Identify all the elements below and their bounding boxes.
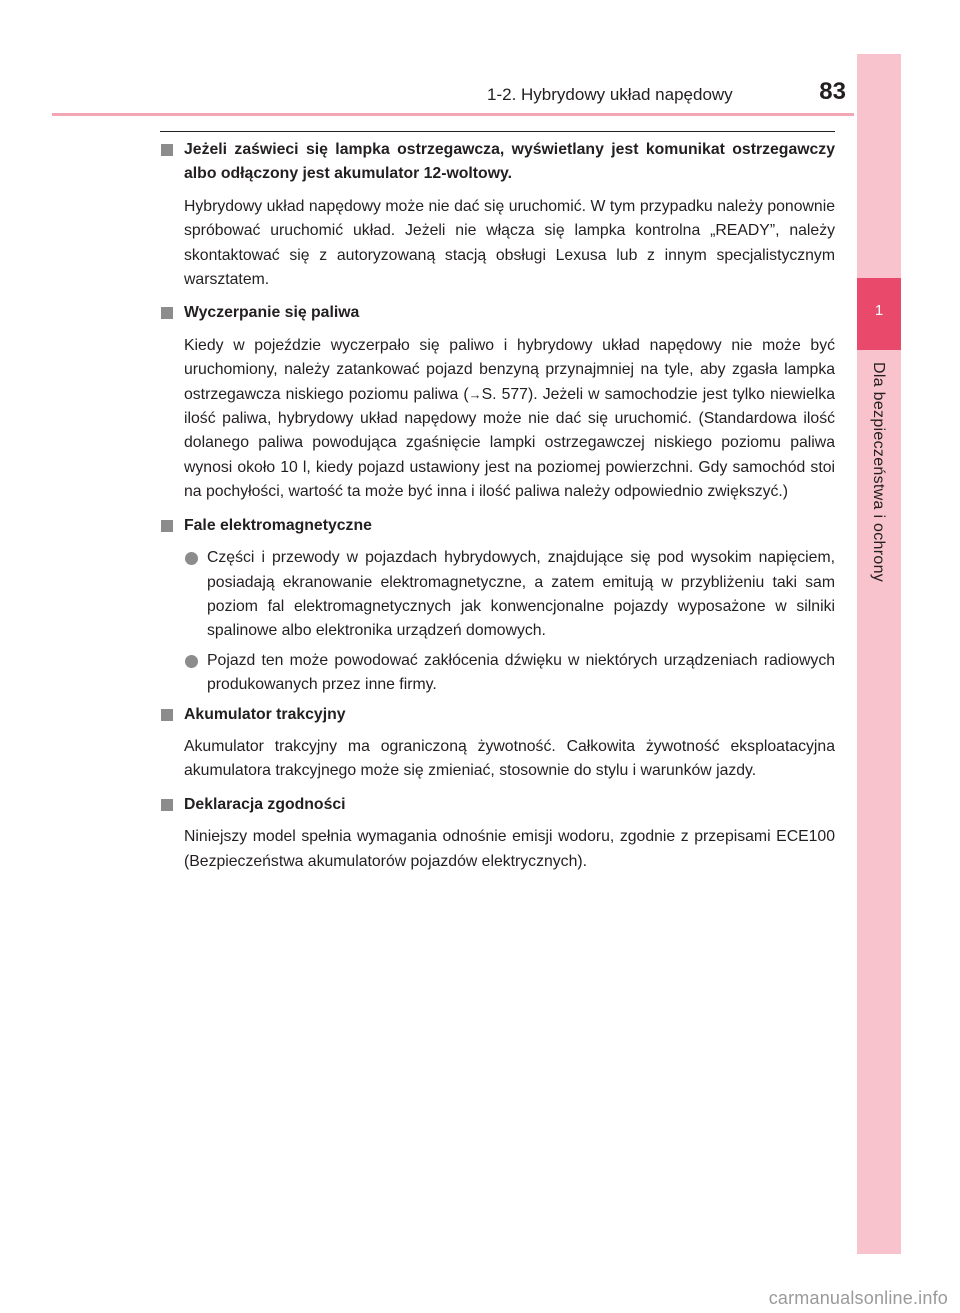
section-heading — [160, 793, 835, 817]
page-content — [160, 138, 835, 883]
content-top-rule — [160, 131, 835, 132]
chapter-number: 1 — [874, 302, 884, 319]
section-electromagnetic-waves — [160, 514, 835, 698]
body-text-before-ref: Kiedy w pojeździe wyczerpało się paliwo i hybrydowy układ napędowy nie może być uruchomiony, należy zatankować pojazd benzyną przynajmniej na tyle, aby zgasła lampka ostrzegawcza niskiego poziomu paliwa ( — [184, 336, 835, 403]
header-rule — [52, 113, 854, 116]
section-heading — [160, 703, 835, 727]
watermark: carmanualsonline.info — [768, 1288, 948, 1308]
list-item — [160, 546, 835, 644]
body-text-after-ref: ). Jeżeli w samochodzie jest tylko niewielka ilość paliwa, hybrydowy układ napędowy może nie dać się uruchomić. (Standardowa ilość dolanego paliwa powodująca zgaśnięcie lampki ostrzegawczej niskiego poziomu paliwa wynosi około 10 l, kiedy pojazd ustawiony jest na poziomej powierzchni. Gdy samochód stoi na pochyłości, wartość ta może być inna i ilość paliwa należy odpowiednio zwiększyć.) — [184, 385, 835, 501]
section-warning-light — [160, 138, 835, 292]
section-declaration-of-conformity — [160, 793, 835, 874]
chapter-title: Dla bezpieczeństwa i ochrony — [870, 362, 887, 583]
running-header-title: 1-2. Hybrydowy układ napędowy — [487, 85, 733, 104]
round-bullet-icon — [185, 552, 198, 565]
section-body — [160, 334, 835, 505]
square-bullet-icon — [161, 799, 173, 811]
section-heading-text: Deklaracja zgodności — [184, 795, 346, 813]
section-heading-text: Akumulator trakcyjny — [184, 705, 346, 723]
page-number: 83 — [819, 78, 846, 105]
list-item-text: Pojazd ten może powodować zakłócenia dźwięku w niektórych urządzeniach radiowych produkowanych przez inne firmy. — [207, 651, 835, 694]
arrow-right-icon: → — [468, 386, 482, 402]
section-heading — [160, 514, 835, 538]
chapter-side-tab — [857, 54, 901, 1254]
section-traction-battery — [160, 703, 835, 784]
section-heading-text: Jeżeli zaświeci się lampka ostrzegawcza, wyświetlany jest komunikat ostrzegawczy albo odłączony jest akumulator 12-woltowy. — [184, 141, 835, 183]
section-heading-text: Wyczerpanie się paliwa — [184, 304, 360, 322]
square-bullet-icon — [161, 709, 173, 721]
round-bullet-icon — [185, 655, 198, 668]
section-heading — [160, 301, 835, 325]
section-body: Akumulator trakcyjny ma ograniczoną żywotność. Całkowita żywotność eksploatacyjna akumulatora trakcyjnego może się zmieniać, stosownie do stylu i warunków jazdy. — [184, 737, 835, 780]
page-reference-link[interactable]: S. 577 — [481, 385, 528, 403]
square-bullet-icon — [161, 520, 173, 532]
section-heading — [160, 138, 835, 187]
list-item — [160, 649, 835, 698]
list-item-text: Części i przewody w pojazdach hybrydowych, znajdujące się pod wysokim napięciem, posiadają ekranowanie elektromagnetyczne, a zatem emitują w przybliżeniu taki sam poziom fal elektromagnetycznych jak konwencjonalne pojazdy wyposażone w silniki spalinowe albo elektronika urządzeń domowych. — [207, 549, 835, 640]
section-body: Hybrydowy układ napędowy może nie dać się uruchomić. W tym przypadku należy ponownie spróbować uruchomić układ. Jeżeli nie włącza się lampka kontrolna „READY”, należy skontaktować się z autoryzowaną stacją obsługi Lexusa lub z innym specjalistycznym warsztatem. — [184, 197, 835, 289]
section-body: Niniejszy model spełnia wymagania odnośnie emisji wodoru, zgodnie z przepisami ECE100 (Bezpieczeństwa akumulatorów pojazdów elektrycznych). — [184, 828, 835, 870]
square-bullet-icon — [161, 144, 173, 156]
section-fuel-depletion — [160, 301, 835, 504]
section-heading-text: Fale elektromagnetyczne — [184, 516, 372, 534]
square-bullet-icon — [161, 307, 173, 319]
